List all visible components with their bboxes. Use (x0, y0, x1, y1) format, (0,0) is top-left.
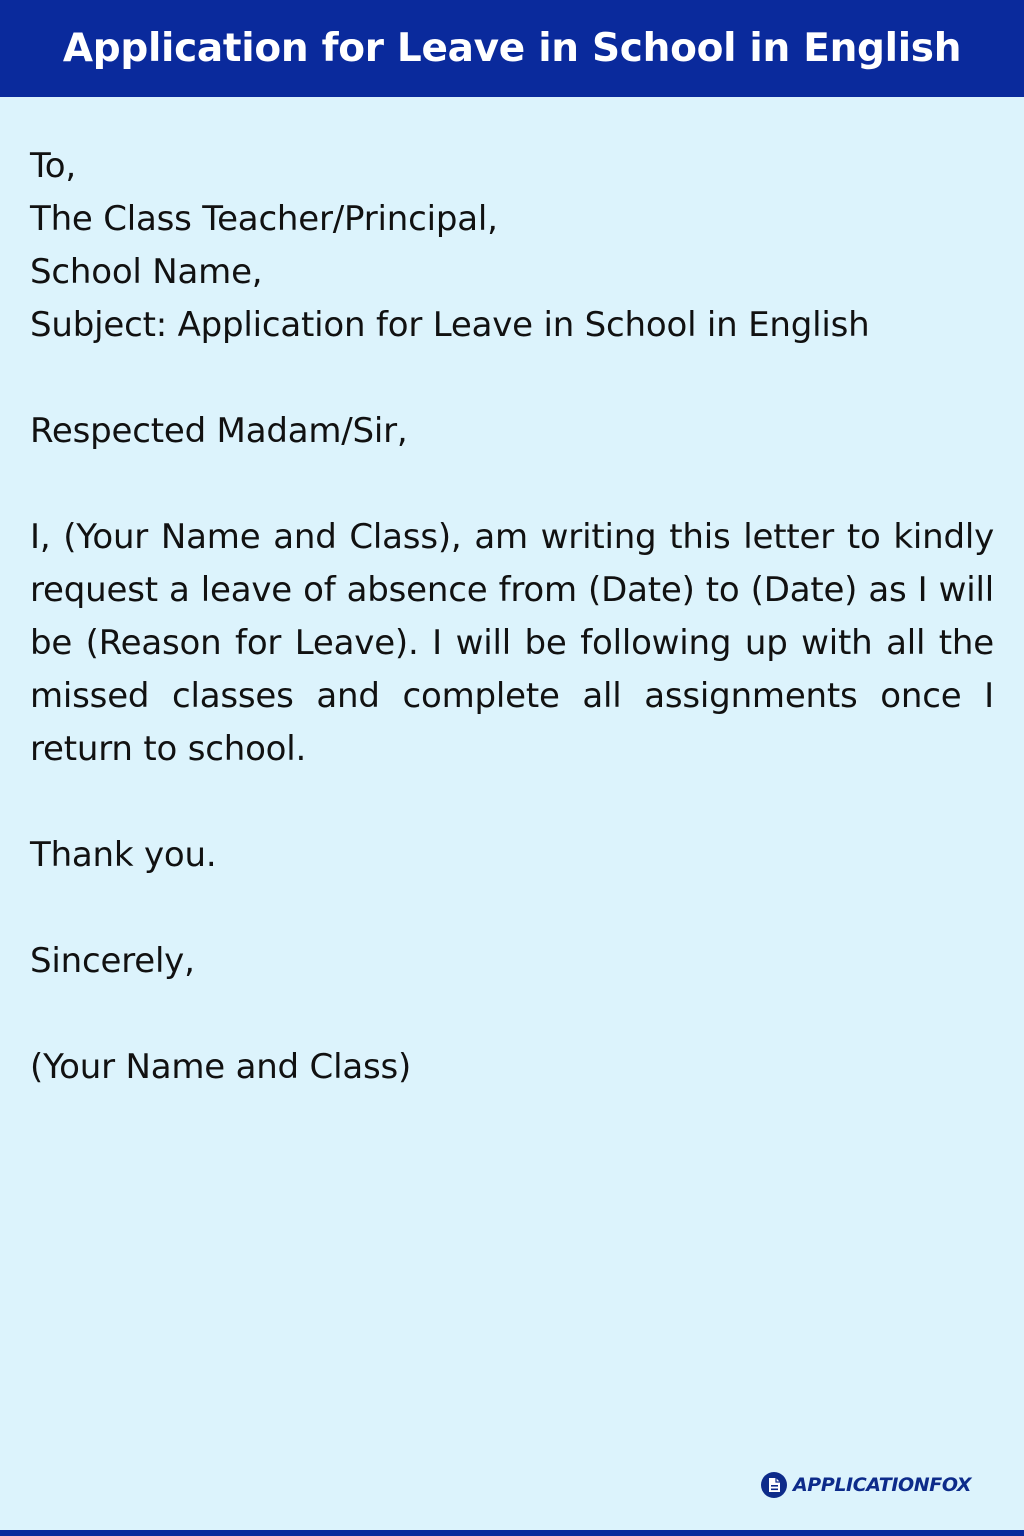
letter-signature: (Your Name and Class) (30, 1047, 412, 1087)
spacer (30, 988, 994, 1041)
letter-body (30, 140, 994, 1094)
header-banner (0, 0, 1024, 97)
letter-school: School Name, (30, 252, 263, 292)
letter-to: To, (30, 146, 77, 186)
spacer (30, 458, 994, 511)
document-logo-icon (760, 1471, 788, 1499)
letter-salutation: Respected Madam/Sir, (30, 411, 408, 451)
spacer (30, 352, 994, 405)
letter-recipient: The Class Teacher/Principal, (30, 199, 498, 239)
brand-name: APPLICATIONFOX (793, 1474, 972, 1496)
letter-closing: Sincerely, (30, 941, 195, 981)
brand-logo (760, 1470, 971, 1500)
spacer (30, 882, 994, 935)
spacer (30, 776, 994, 829)
letter-paragraph: I, (Your Name and Class), am writing this letter to kindly request a leave of absence from (Date) to (Date) as I will be (Reason for Leave). I will be following up with all the missed classes and complete all assignments once I return to school. (30, 517, 994, 769)
letter-thanks: Thank you. (30, 835, 217, 875)
letter-subject: Subject: Application for Leave in School in English (30, 305, 870, 345)
page-title: Application for Leave in School in English (62, 26, 962, 71)
footer-bar (0, 1530, 1024, 1536)
